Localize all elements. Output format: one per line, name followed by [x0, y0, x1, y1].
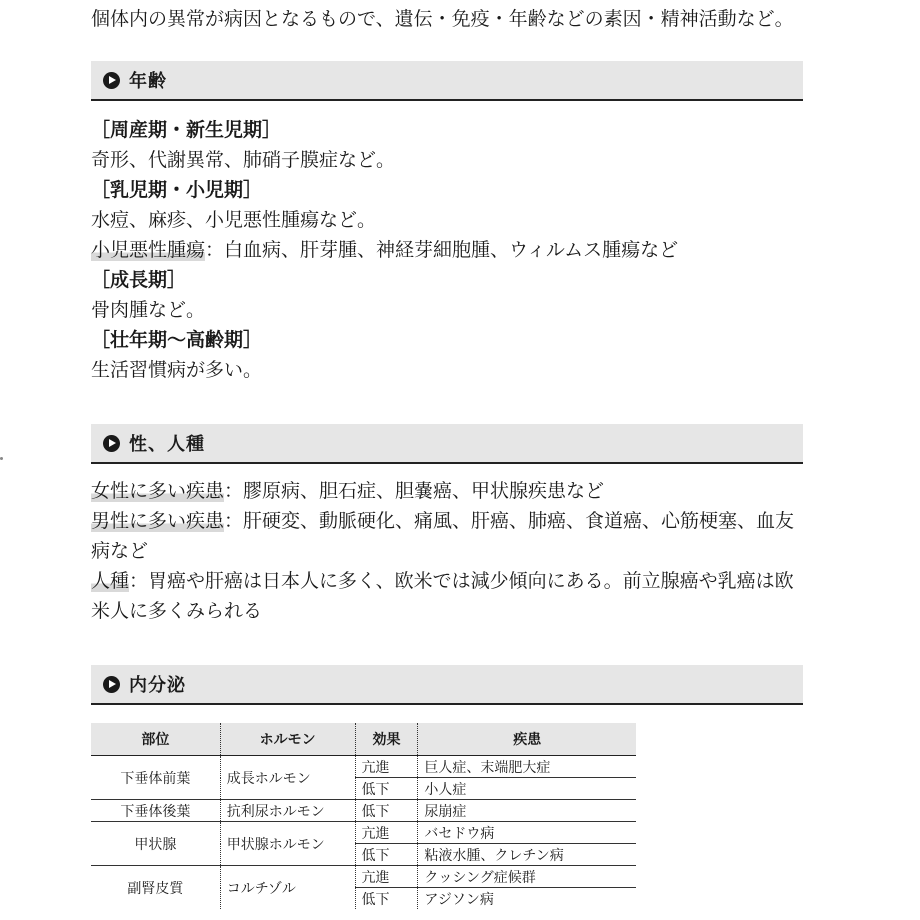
cell-effect: 低下 — [355, 800, 418, 822]
cell-effect: 低下 — [355, 888, 418, 910]
term-description: ：肝硬変、動脈硬化、痛風、肝癌、肺癌、食道癌、心筋梗塞、血友病など — [91, 510, 795, 562]
subheading-perinatal: ［周産期・新生児期］ — [91, 119, 282, 141]
sex-race-content — [91, 476, 803, 626]
cell-hormone: 抗利尿ホルモン — [220, 800, 355, 822]
cell-disease: 尿崩症 — [418, 800, 636, 822]
text-adult: 生活習慣病が多い。 — [91, 359, 263, 381]
section-title: 年齢 — [129, 71, 167, 92]
play-circle-icon — [103, 676, 120, 693]
table-row — [91, 800, 636, 822]
cell-disease: バセドウ病 — [418, 822, 636, 844]
table-row — [91, 866, 636, 888]
cell-effect: 低下 — [355, 778, 418, 800]
play-circle-icon — [103, 72, 120, 89]
cell-effect: 低下 — [355, 844, 418, 866]
cell-effect: 亢進 — [355, 866, 418, 888]
term-description: ：胃癌や肝癌は日本人に多く、欧米では減少傾向にある。前立腺癌や乳癌は欧米人に多くみられる — [91, 570, 794, 622]
section-header-age — [91, 61, 803, 101]
cell-part: 副腎皮質 — [91, 866, 220, 910]
header-effect: 効果 — [355, 723, 418, 756]
race-line — [91, 566, 803, 626]
female-line — [91, 476, 803, 506]
text-infant: 水痘、麻疹、小児悪性腫瘍など。 — [91, 209, 377, 231]
cell-disease: アジソン病 — [418, 888, 636, 910]
cell-disease: 小人症 — [418, 778, 636, 800]
cell-effect: 亢進 — [355, 756, 418, 778]
section-header-endocrine — [91, 665, 803, 705]
cell-disease: 巨人症、末端肥大症 — [424, 759, 551, 776]
cell-part: 下垂体後葉 — [91, 800, 220, 822]
subheading-adult: ［壮年期～高齢期］ — [91, 329, 263, 351]
male-line — [91, 506, 803, 566]
cell-part: 下垂体前葉 — [91, 756, 220, 800]
text-perinatal: 奇形、代謝異常、肺硝子膜症など。 — [91, 149, 396, 171]
margin-dot — [0, 457, 3, 460]
term-label: 女性に多い疾患 — [91, 480, 225, 502]
table-row — [91, 756, 636, 778]
term-label: 男性に多い疾患 — [91, 510, 225, 532]
term-label: 人種 — [91, 570, 130, 592]
cell-part: 甲状腺 — [91, 822, 220, 866]
document-page — [91, 0, 803, 909]
section-header-sex-race — [91, 424, 803, 464]
header-part: 部位 — [91, 723, 220, 756]
cell-disease: クッシング症候群 — [418, 866, 636, 888]
cell-disease: 粘液水腫、クレチン病 — [418, 844, 636, 866]
table-header-row — [91, 723, 636, 756]
subheading-growth: ［成長期］ — [91, 269, 187, 291]
cell-hormone: コルチゾル — [220, 866, 355, 910]
play-circle-icon — [103, 435, 120, 452]
cell-effect: 亢進 — [355, 822, 418, 844]
header-hormone: ホルモン — [220, 723, 355, 756]
intro-text: 個体内の異常が病因となるもので、遺伝・免疫・年齢などの素因・精神活動など。 — [91, 8, 794, 30]
subheading-infant: ［乳児期・小児期］ — [91, 179, 263, 201]
section-title: 性、人種 — [129, 434, 205, 455]
age-content — [91, 115, 803, 385]
cell-hormone: 甲状腺ホルモン — [220, 822, 355, 866]
table-row — [91, 822, 636, 844]
pediatric-tumor-line — [91, 235, 803, 265]
section-title: 内分泌 — [129, 675, 186, 696]
term-label: 小児悪性腫瘍 — [91, 239, 206, 261]
term-description: ：白血病、肝芽腫、神経芽細胞腫、ウィルムス腫瘍など — [205, 239, 679, 261]
header-disease: 疾患 — [418, 723, 636, 756]
cell-hormone: 成長ホルモン — [220, 756, 355, 800]
term-description: ：膠原病、胆石症、胆嚢癌、甲状腺疾患など — [224, 480, 605, 502]
hormone-table — [91, 723, 636, 909]
text-growth: 骨肉腫など。 — [91, 299, 206, 321]
